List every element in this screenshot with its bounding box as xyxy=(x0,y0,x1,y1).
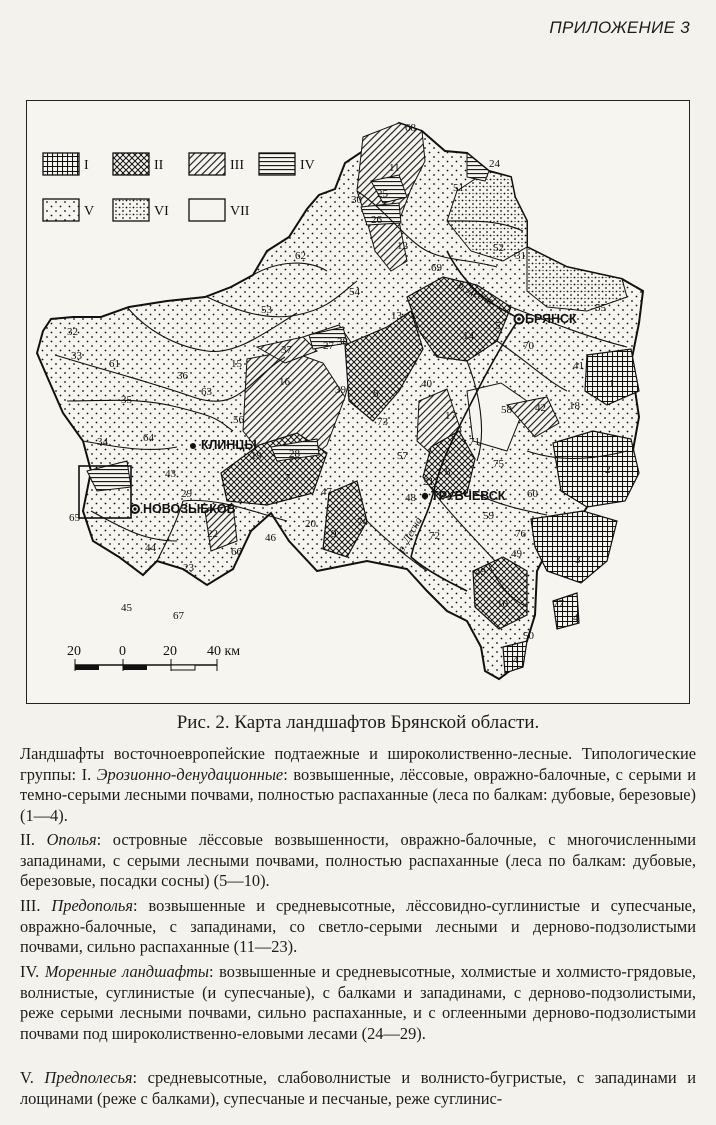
legend-label-vii: VII xyxy=(230,204,250,219)
region-number-36: 36 xyxy=(177,370,188,382)
region-number-46: 46 xyxy=(265,532,276,544)
region-number-3: 3 xyxy=(575,554,581,566)
region-number-26: 26 xyxy=(371,214,382,226)
area-vi-2 xyxy=(527,247,627,311)
region-number-60: 60 xyxy=(527,488,538,500)
region-number-66: 66 xyxy=(231,546,242,558)
region-number-59: 59 xyxy=(483,510,494,522)
city-klintsy: КЛИНЦЫ xyxy=(201,438,257,452)
city-novozybkov: НОВОЗЫБКОВ xyxy=(143,502,236,516)
region-number-65: 65 xyxy=(69,512,80,524)
paragraph-3-wrap xyxy=(20,896,696,958)
region-number-49: 49 xyxy=(511,548,522,560)
region-number-45: 45 xyxy=(121,602,132,614)
region-number-8: 8 xyxy=(445,466,451,478)
scale-tick-20-left: 20 xyxy=(67,644,81,659)
scale-tick-40-km: 40 км xyxy=(207,644,241,659)
area-i-3 xyxy=(531,511,617,583)
region-number-29: 29 xyxy=(181,488,192,500)
region-number-47: 47 xyxy=(321,486,332,498)
region-number-70: 70 xyxy=(523,340,534,352)
figure-caption: Рис. 2. Карта ландшафтов Брянской области. xyxy=(176,712,540,733)
region-number-13: 13 xyxy=(391,310,402,322)
region-number-31: 31 xyxy=(515,250,526,262)
paragraph-2-wrap xyxy=(20,830,696,892)
region-number-11: 11 xyxy=(389,162,400,174)
region-number-25: 25 xyxy=(377,188,388,200)
region-number-74: 74 xyxy=(357,516,368,528)
region-number-57: 57 xyxy=(397,450,408,462)
river-label-desna-south: р. Десна xyxy=(395,515,425,555)
region-number-43: 43 xyxy=(165,468,176,480)
paragraph-5-wrap xyxy=(20,1068,696,1109)
paragraph-1: Ландшафты восточноевропейские подтаежные и широколиственно-лесные. Типологические группы: I. Эрозионно-денудационные: возвышенные, лёссовые, овражно-балочные, с серыми и темно-серыми лесными почвами, полностью распаханные (леса по балкам: дубовые, березовые) (1—4). xyxy=(20,744,696,825)
region-number-73: 73 xyxy=(377,416,388,428)
landscape-map xyxy=(27,101,691,705)
region-number-5: 5 xyxy=(495,320,501,332)
region-number-61: 61 xyxy=(109,358,120,370)
region-number-20: 20 xyxy=(305,518,316,530)
region-number-69: 69 xyxy=(431,262,442,274)
legend-label-vi: VI xyxy=(154,204,169,219)
region-number-67: 67 xyxy=(173,610,184,622)
scale-bar xyxy=(67,644,240,671)
region-number-75: 75 xyxy=(493,458,504,470)
legend-label-v: V xyxy=(84,204,95,219)
region-number-53: 53 xyxy=(261,304,272,316)
region-number-12: 12 xyxy=(397,240,408,252)
region-number-54: 54 xyxy=(349,286,360,298)
region-number-76: 76 xyxy=(515,528,526,540)
region-number-28: 28 xyxy=(289,448,300,460)
region-number-1: 1 xyxy=(609,378,615,390)
region-number-7: 7 xyxy=(285,472,291,484)
river-label-desna-north: р. Десна xyxy=(455,279,496,308)
region-number-62: 62 xyxy=(295,250,306,262)
paragraph-2: II. Ополья: островные лёссовые возвышенности, овражно-балочные, с многочисленными западинами, с серыми лесными почвами, полностью распаханные (леса по балкам: дубовые, березовые, посадки сосны) (5—10). xyxy=(20,830,696,890)
map-legend xyxy=(43,153,315,221)
region-number-9: 9 xyxy=(331,528,337,540)
paragraph-3: III. Предополья: возвышенные и средневысотные, лёссовидно-суглинистые и супесчаные, овражно-балочные, с западинами, со светло-серыми лесными и дерново-подзолистыми почвами, сильно распаханные (11—23). xyxy=(20,896,696,956)
region-number-72: 72 xyxy=(429,530,440,542)
legend-label-iii: III xyxy=(230,158,244,173)
region-number-15: 15 xyxy=(231,358,242,370)
region-number-37: 37 xyxy=(281,344,292,356)
region-number-44: 44 xyxy=(145,542,156,554)
scale-tick-20: 20 xyxy=(163,644,177,659)
paragraph-5: V. Предполесья: средневысотные, слабоволнистые и волнисто-бугристые, с западинами и лощинами (реже с балками), супесчаные и песчаные, реже суглинис- xyxy=(20,1068,697,1108)
region-number-41: 41 xyxy=(573,360,584,372)
region-number-32: 32 xyxy=(67,326,78,338)
region-number-64: 64 xyxy=(143,432,154,444)
region-number-2: 2 xyxy=(605,464,611,476)
region-number-35: 35 xyxy=(121,394,132,406)
legend-label-iv: IV xyxy=(300,158,315,173)
region-number-4: 4 xyxy=(513,654,519,666)
paragraph-4-wrap xyxy=(20,962,696,1044)
region-number-14: 14 xyxy=(463,330,474,342)
city-bryansk: БРЯНСК xyxy=(525,312,577,326)
region-number-22: 22 xyxy=(207,528,218,540)
region-number-19: 19 xyxy=(251,450,262,462)
region-number-68: 68 xyxy=(405,122,416,134)
region-number-18: 18 xyxy=(569,400,580,412)
area-iv-24 xyxy=(467,153,489,181)
region-number-42: 42 xyxy=(535,402,546,414)
paragraph-4: IV. Моренные ландшафты: возвышенные и средневысотные, холмистые и холмисто-грядовые, волнистые, суглинистые (и супесчаные), с балками и западинами, с дерново-подзолистыми, реже серыми лесными почвами, сильно распаханные, и с оглеенными дерново-подзолистыми почвами под широколиственно-еловыми лесами (24—29). xyxy=(20,962,696,1043)
region-number-17: 17 xyxy=(445,410,456,422)
region-number-27: 27 xyxy=(323,340,334,352)
region-number-6: 6 xyxy=(373,388,379,400)
region-number-33: 33 xyxy=(71,350,82,362)
region-number-71: 71 xyxy=(469,436,480,448)
description-text xyxy=(20,744,696,826)
region-number-50: 50 xyxy=(523,630,534,642)
region-number-51: 51 xyxy=(453,182,464,194)
region-number-56: 56 xyxy=(233,414,244,426)
legend-label-ii: II xyxy=(154,158,164,173)
region-number-48: 48 xyxy=(405,492,416,504)
map-frame xyxy=(26,100,690,704)
region-number-23: 23 xyxy=(183,562,194,574)
scale-tick-0: 0 xyxy=(119,644,126,659)
region-number-24: 24 xyxy=(489,158,500,170)
city-trubchevsk: ТРУБЧЕВСК xyxy=(431,489,506,503)
legend-label-i: I xyxy=(84,158,89,173)
region-number-4: 4 xyxy=(573,612,579,624)
region-number-16: 16 xyxy=(279,376,290,388)
region-number-10: 10 xyxy=(497,598,508,610)
region-number-77: 77 xyxy=(553,598,564,610)
page-header: ПРИЛОЖЕНИЕ 3 xyxy=(549,18,690,37)
region-number-55: 55 xyxy=(595,302,606,314)
region-number-21: 21 xyxy=(423,476,434,488)
region-number-30: 30 xyxy=(351,194,362,206)
region-number-39: 39 xyxy=(335,384,346,396)
region-number-49: 49 xyxy=(475,566,486,578)
region-number-40: 40 xyxy=(421,378,432,390)
region-number-58: 58 xyxy=(501,404,512,416)
region-number-63: 63 xyxy=(201,386,212,398)
region-number-34: 34 xyxy=(97,436,108,448)
region-number-38: 38 xyxy=(337,336,348,348)
region-number-52: 52 xyxy=(493,242,504,254)
